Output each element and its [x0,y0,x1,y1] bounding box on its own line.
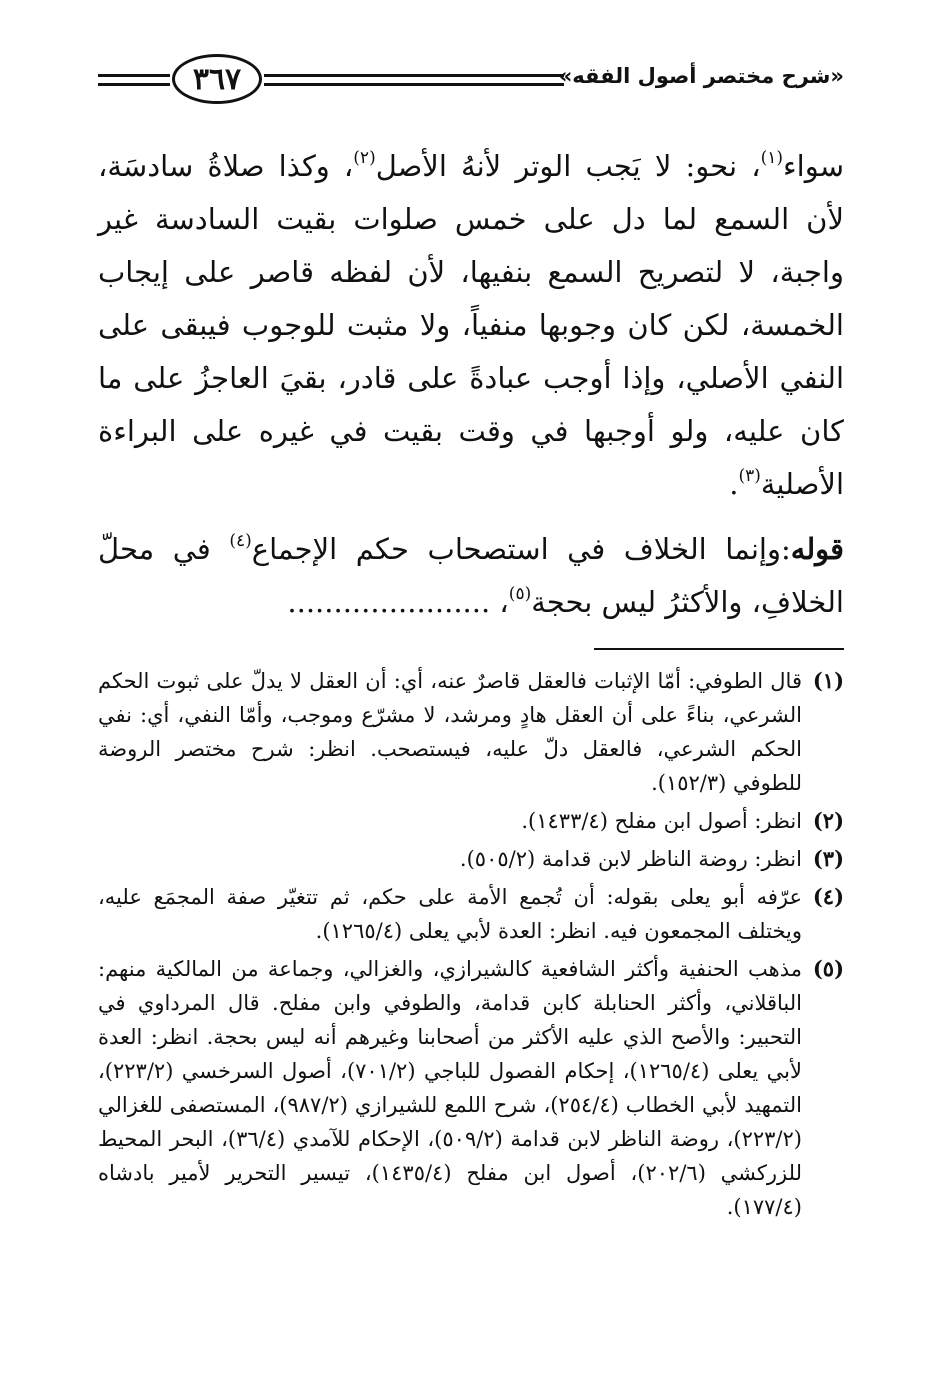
text-segment: سواء [783,149,844,183]
running-title: «شرح مختصر أصول الفقه» [558,64,844,88]
footnote-text: مذهب الحنفية وأكثر الشافعية كالشيرازي، والغزالي، وجماعة من المالكية منهم: الباقلاني، وأكثر الحنابلة كابن قدامة، والطوفي وابن مفلح. قال المرداوي في التحبير: والأصح الذي عليه الأكثر من أصحابنا وغيرهم أنه ليس بحجة. انظر: العدة لأبي يعلى (١٢٦٥/٤)، إحكام الفصول للباجي (٧٠١/٢)، أصول السرخسي (٢٢٣/٢)، التمهيد لأبي الخطاب (٢٥٤/٤)، شرح اللمع للشيرازي (٩٨٧/٢)، المستصفى للغزالي (٢٢٣/٢)، روضة الناظر لابن قدامة (٥٠٩/٢)، الإحكام للآمدي (٣٦/٤)، البحر المحيط للزركشي (٢٠٢/٦)، أصول ابن مفلح (١٤٣٥/٤)، تيسير التحرير لأمير بادشاه (١٧٧/٤). [98,957,802,1219]
footnote-ref-2[interactable]: (٢) [353,148,376,169]
footnote-ref-5[interactable]: (٥) [508,584,532,605]
header-rule-left [98,74,170,86]
footnote-1 [98,664,844,800]
text-segment: ، نحو: لا يَجب الوتر لأنهُ الأصل [375,149,761,183]
footnote-separator [594,648,844,650]
footnote-text: انظر: روضة الناظر لابن قدامة (٥٠٥/٢). [459,847,802,871]
text-segment: في محلّ الخلافِ، والأكثرُ ليس بحجة [98,532,844,619]
page-number: ٣٦٧ [172,54,262,104]
footnote-3 [98,842,844,876]
text-segment: . [729,467,739,501]
footnote-number: (٣) [812,846,844,871]
text-segment: ، ...................... [287,585,509,619]
footnotes [98,664,844,1228]
footnote-4 [98,880,844,948]
footnote-text: قال الطوفي: أمّا الإثبات فالعقل قاصرٌ عنه، أي: أن العقل لا يدلّ على ثبوت الحكم الشرعي، بناءً على أن العقل هادٍ ومرشد، لا مشرّع وموجب، وأمّا النفي، أي: نفي الحكم الشرعي، فالعقل دلّ عليه، فيستصحب. انظر: شرح مختصر الروضة للطوفي (١٥٢/٣). [98,669,802,795]
footnote-number: (٢) [812,808,844,833]
header-rule-right [264,74,564,86]
footnote-ref-1[interactable]: (١) [760,148,784,169]
page-header [98,50,844,106]
footnote-ref-3[interactable]: (٣) [738,466,761,487]
paragraph-1 [98,140,844,511]
footnote-text: عرّفه أبو يعلى بقوله: أن تُجمع الأمة على حكم، ثم تتغيّر صفة المجمَع عليه، ويختلف المجمعون فيه. انظر: العدة لأبي يعلى (١٢٦٥/٤). [98,885,802,943]
text-segment: :وإنما الخلاف في استصحاب حكم الإجماع [251,532,791,566]
footnote-text: انظر: أصول ابن مفلح (١٤٣٣/٤). [521,809,802,833]
footnote-ref-4[interactable]: (٤) [229,531,252,552]
paragraph-2 [98,523,844,629]
footnote-number: (١) [812,668,844,693]
footnote-number: (٥) [812,956,844,981]
footnote-5 [98,952,844,1224]
quote-label: قوله [790,532,844,566]
footnote-2 [98,804,844,838]
main-text [98,140,844,629]
footnote-number: (٤) [812,884,844,909]
text-segment: ، وكذا صلاةُ سادسَة، لأن السمع لما دل على خمس صلوات بقيت السادسة غير واجبة، لا لتصريح السمع بنفيها، لأن لفظه قاصر على إيجاب الخمسة، لكن كان وجوبها منفياً، ولا مثبت للوجوب فيبقى على النفي الأصلي، وإذا أوجب عبادةً على قادر، بقيَ العاجزُ على ما كان عليه، ولو أوجبها في وقت بقيت في غيره على البراءة الأصلية [98,149,844,501]
